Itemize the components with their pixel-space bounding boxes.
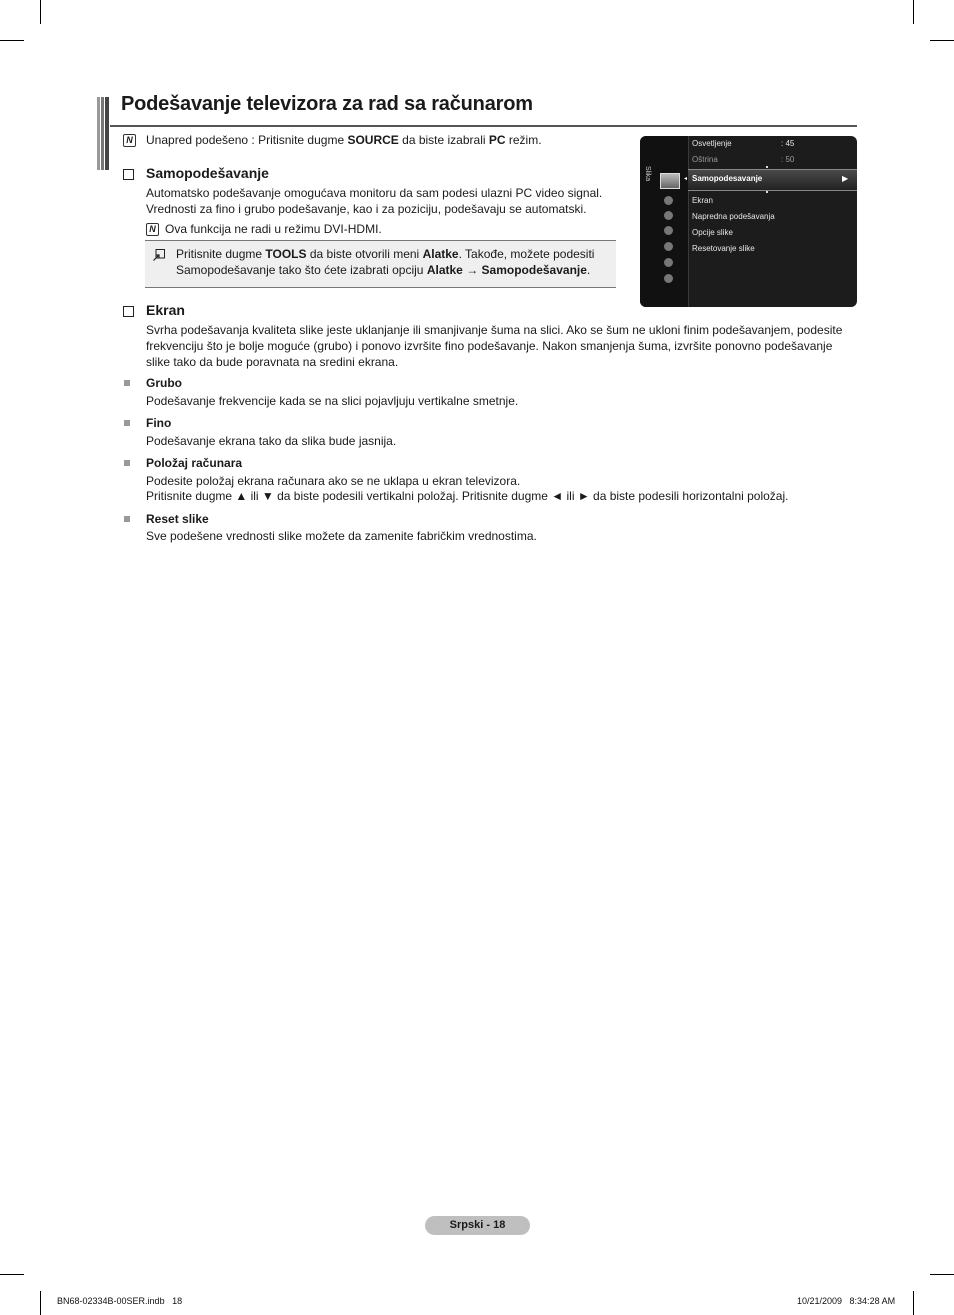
section-checkbox-icon — [123, 306, 134, 317]
crop-mark — [40, 0, 41, 24]
input-menu-icon — [664, 242, 673, 251]
crop-mark — [0, 40, 24, 41]
polozaj-text-2: Pritisnite dugme ▲ ili ▼ da biste podesili vertikalni položaj. Pritisnite dugme ◄ ili ► da biste podesili horizontalni položaj. — [146, 489, 789, 503]
samo-note: Ova funkcija ne radi u režimu DVI-HDMI. — [165, 222, 382, 236]
subheading-fino: Fino — [146, 416, 172, 430]
left-arrow-icon: ◂ — [684, 176, 688, 182]
crop-mark — [930, 1274, 954, 1275]
subheading-reset-slike: Reset slike — [146, 512, 209, 526]
fino-text: Podešavanje ekrana tako da slika bude jasnija. — [146, 434, 397, 448]
tv-menu-value: : 50 — [781, 155, 795, 164]
note-icon: N — [146, 223, 159, 236]
footer-filename: BN68-02334B-00SER.indb 18 — [57, 1296, 183, 1306]
tv-menu-item: Oštrina — [692, 155, 718, 164]
tv-menu-item: Resetovanje slike — [692, 244, 755, 253]
section-checkbox-icon — [123, 169, 134, 180]
tools-line-2: Samopodešavanje tako što ćete izabrati opciju Alatke → Samopodešavanje. — [176, 263, 591, 277]
support-menu-icon — [664, 274, 673, 283]
tv-menu-screenshot — [640, 136, 857, 307]
scroll-dot — [766, 166, 768, 168]
page-number-badge: Srpski - 18 — [425, 1216, 530, 1235]
crop-mark — [40, 1291, 41, 1315]
tv-menu-selected-item: Samopodesavanje — [692, 174, 763, 183]
tv-menu-value: : 45 — [781, 139, 795, 148]
right-arrow-icon: ▶ — [842, 174, 849, 183]
ekran-text-1: Svrha podešavanja kvaliteta slike jeste uklanjanje ili smanjivanje šuma na slici. Ako se šum ne ukloni finim podešavanjem, podesite — [146, 323, 843, 337]
samo-text-2: Vrednosti za fino i grubo podešavanje, kao i za poziciju, podešavaju se automatski. — [146, 202, 587, 216]
title-decoration — [97, 97, 109, 170]
page-title: Podešavanje televizora za rad sa računarom — [121, 93, 533, 115]
crop-mark — [0, 1274, 24, 1275]
crop-mark — [913, 1291, 914, 1315]
setup-menu-icon — [664, 226, 673, 235]
application-menu-icon — [664, 258, 673, 267]
tools-line-1: Pritisnite dugme TOOLS da biste otvorili meni Alatke. Takođe, možete podesiti — [176, 247, 595, 261]
tv-menu-item: Ekran — [692, 196, 713, 205]
bullet-icon — [124, 420, 130, 426]
tv-menu-item: Napredna podešavanja — [692, 212, 775, 221]
note-icon: N — [123, 134, 136, 147]
intro-note: Unapred podešeno : Pritisnite dugme SOURCE da biste izabrali PC režim. — [146, 133, 542, 147]
section-heading-samopodesavanje: Samopodešavanje — [146, 165, 269, 181]
grubo-text: Podešavanje frekvencije kada se na slici pojavljuju vertikalne smetnje. — [146, 394, 519, 408]
tools-icon — [153, 249, 165, 261]
footer-datetime: 10/21/2009 8:34:28 AM — [797, 1296, 896, 1306]
ekran-text-3: slike tako da bude poravnata na sredini ekrana. — [146, 355, 399, 369]
tv-menu-side-label: Slika — [644, 166, 651, 182]
bullet-icon — [124, 516, 130, 522]
sound-menu-icon — [664, 196, 673, 205]
tv-menu-item: Osvetljenje — [692, 139, 732, 148]
tv-menu-item: Opcije slike — [692, 228, 733, 237]
bullet-icon — [124, 460, 130, 466]
tools-note-box — [145, 240, 616, 288]
reset-text: Sve podešene vrednosti slike možete da zamenite fabričkim vrednostima. — [146, 529, 537, 543]
scroll-dot — [766, 191, 768, 193]
channel-menu-icon — [664, 211, 673, 220]
title-rule — [110, 125, 857, 127]
samo-text-1: Automatsko podešavanje omogućava monitoru da sam podesi ulazni PC video signal. — [146, 186, 603, 200]
subheading-polozaj-racunara: Položaj računara — [146, 456, 243, 470]
subheading-grubo: Grubo — [146, 376, 182, 390]
polozaj-text-1: Podesite položaj ekrana računara ako se ne uklapa u ekran televizora. — [146, 474, 521, 488]
section-heading-ekran: Ekran — [146, 302, 185, 318]
crop-mark — [930, 40, 954, 41]
picture-menu-icon — [660, 173, 680, 189]
bullet-icon — [124, 380, 130, 386]
ekran-text-2: frekvenciju što je bolje moguće (grubo) i ponovo izvršite fino podešavanje. Nakon smanjenja šuma, izvršite ponovno podešavanje — [146, 339, 833, 353]
crop-mark — [913, 0, 914, 24]
